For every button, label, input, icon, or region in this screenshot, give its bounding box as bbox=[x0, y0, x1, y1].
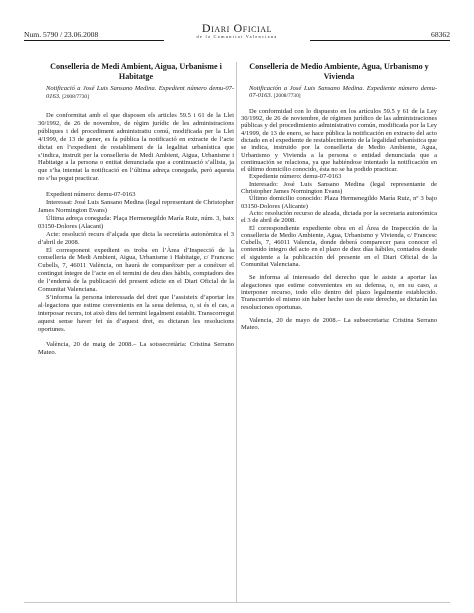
right-paragraph-rights: Se informa al interesado del derecho que le asiste a aportar las alegaciones que estime convenientes en su defensa, o, en su caso, a interponer recurso, todo ello dentro del plazo legalmente establecido. Transcurrido el mismo sin haber hecho uso de este derecho, se dictarán las resoluciones oportunas. bbox=[241, 274, 437, 311]
issue-number: Num. 5790 / 23.06.2008 bbox=[24, 30, 99, 39]
right-paragraph-file: El correspondiente expediente obra en el Área de Inspección de la conselleria de Medio Ambiente, Agua, Urbanismo y Vivienda, c/ Francesc Cubells, 7, 46011 Valencia, donde deberá comparecer para conocer el contenido íntegro del acto en el plazo de diez días hábiles, contados desde el siguiente a la publicación del presente en el Diari Oficial de la Comunitat Valenciana. bbox=[241, 224, 437, 269]
right-last-address: Último domicilio conocido: Plaza Hermenegildo María Ruiz, nº 3 bajo 03150-Dolores (Alicante) bbox=[241, 195, 437, 210]
right-reference: [2008/7730] bbox=[273, 93, 301, 100]
left-subtitle-text: Notificació a José Luis Sansano Medina. Expedient número demu-07-0163. bbox=[46, 85, 234, 101]
left-paragraph-intro: De conformitat amb el que disposen els articles 59.5 i 61 de la Llei 30/1992, de 26 de novembre, de règim jurídic de les administracions públiques i del procediment administratiu comú, modificada per la Llei 4/1999, de 13 de gener, es fa pública la notificació en extracte de l’acte dictat en l’expedient de restabliment de la legalitat urbanística que s’indica, instruït per la conselleria de Medi Ambient, Aigua, Urbanisme i Habitatge a la persona o entitat denunciada que a continuació s’allista, ja que s’ha intentat la notificació en l’última adreça coneguda, però aquesta no s’ha pogut practicar. bbox=[38, 112, 234, 183]
right-act: Acto: resolución recurso de alzada, dictada por la secretaria autonómica el 3 de abril de 2008. bbox=[241, 209, 437, 225]
masthead-title: Diari Oficial bbox=[201, 21, 273, 35]
left-paragraph-file: El corresponent expedient es troba en l’Àrea d’Inspecció de la conselleria de Medi Ambient, Aigua, Urbanisme i Habitatge, c/ Francesc Cubells, 7, 46011 València, on haurà de comparéixer per a conéixer el contingut íntegre de l’acte en el termini de deu dies hàbils, comptadors des de l’endemà de la publicació del present edicte en el Diari Oficial de la Comunitat Valenciana. bbox=[38, 246, 234, 294]
right-subtitle-text: Notificación a José Luis Sansano Medina. Expediente número demu-07-0163. bbox=[249, 85, 437, 100]
left-signature: València, 20 de maig de 2008.– La sotssecretària: Cristina Serrano Mateo. bbox=[38, 341, 234, 357]
left-act: Acte: resolució recurs d’alçada que dicta la secretària autonòmica el 3 d’abril de 2008. bbox=[38, 230, 234, 246]
masthead-rule-right bbox=[310, 40, 450, 41]
page-number: 68362 bbox=[431, 30, 450, 39]
right-subtitle bbox=[249, 85, 437, 101]
left-paragraph-rights: S’informa la persona interessada del dret que l’assisteix d’aportar les al·legacions que estime convenients en la seua defensa, o, si és el cas, a interposar recurs, tot això dins del termini legalment establit. Transcorregut aquest sense haver fet ús d’aquest dret, es dictaran les resolucions oportunes. bbox=[38, 293, 234, 333]
masthead-subtitle: de la Comunitat Valenciana bbox=[196, 34, 278, 39]
page-header bbox=[24, 21, 450, 44]
masthead-rule-left bbox=[24, 40, 164, 41]
right-signature: Valencia, 20 de mayo de 2008.– La subsecretaria: Cristina Serrano Mateo. bbox=[241, 316, 437, 332]
right-interested-party: Interesado: José Luis Sansano Medina (legal representante de Christopher James Normington Evans) bbox=[241, 180, 437, 196]
left-interested-party: Interessat: José Luis Sansano Medina (legal representant de Christopher James Normington Evans) bbox=[38, 199, 234, 214]
left-file-number: Expedient número: demu-07-0163 bbox=[46, 191, 136, 199]
left-last-address: Última adreça coneguda: Plaça Hermenegildo María Ruiz, núm. 3, baix 03150-Dolores (Alacant) bbox=[38, 214, 234, 230]
masthead bbox=[196, 22, 277, 39]
left-reference: [2008/7730] bbox=[62, 94, 89, 101]
right-paragraph-intro: De conformidad con lo dispuesto en los artículos 59.5 y 61 de la Ley 30/1992, de 26 de noviembre, de régimen jurídico de las administraciones públicas y del procedimiento administrativo común, modificada por la Ley 4/1999, de 13 de enero, se hace pública la notificación en extracto del acto dictado en el expediente de restablecimiento de la legalidad urbanística que se indica, instruido por la conselleria de Medio Ambiente, Agua, Urbanismo y Vivienda a la persona o entidad denunciada que a continuación se relaciona, ya que habiéndose intentado la notificación en el último domicilio conocido, ésta no se ha podido practicar. bbox=[241, 107, 437, 174]
right-file-number: Expediente número: demu-07-0163 bbox=[249, 173, 342, 181]
right-title: Conselleria de Medio Ambiente, Agua, Urbanismo y Vivienda bbox=[249, 62, 429, 81]
valencian-column bbox=[38, 62, 234, 357]
spanish-column bbox=[241, 62, 437, 331]
left-subtitle bbox=[46, 85, 234, 102]
left-title: Conselleria de Medi Ambient, Aigua, Urbanisme i Habitatge bbox=[50, 62, 222, 81]
column-divider bbox=[236, 62, 237, 602]
bottom-rule bbox=[24, 602, 450, 603]
